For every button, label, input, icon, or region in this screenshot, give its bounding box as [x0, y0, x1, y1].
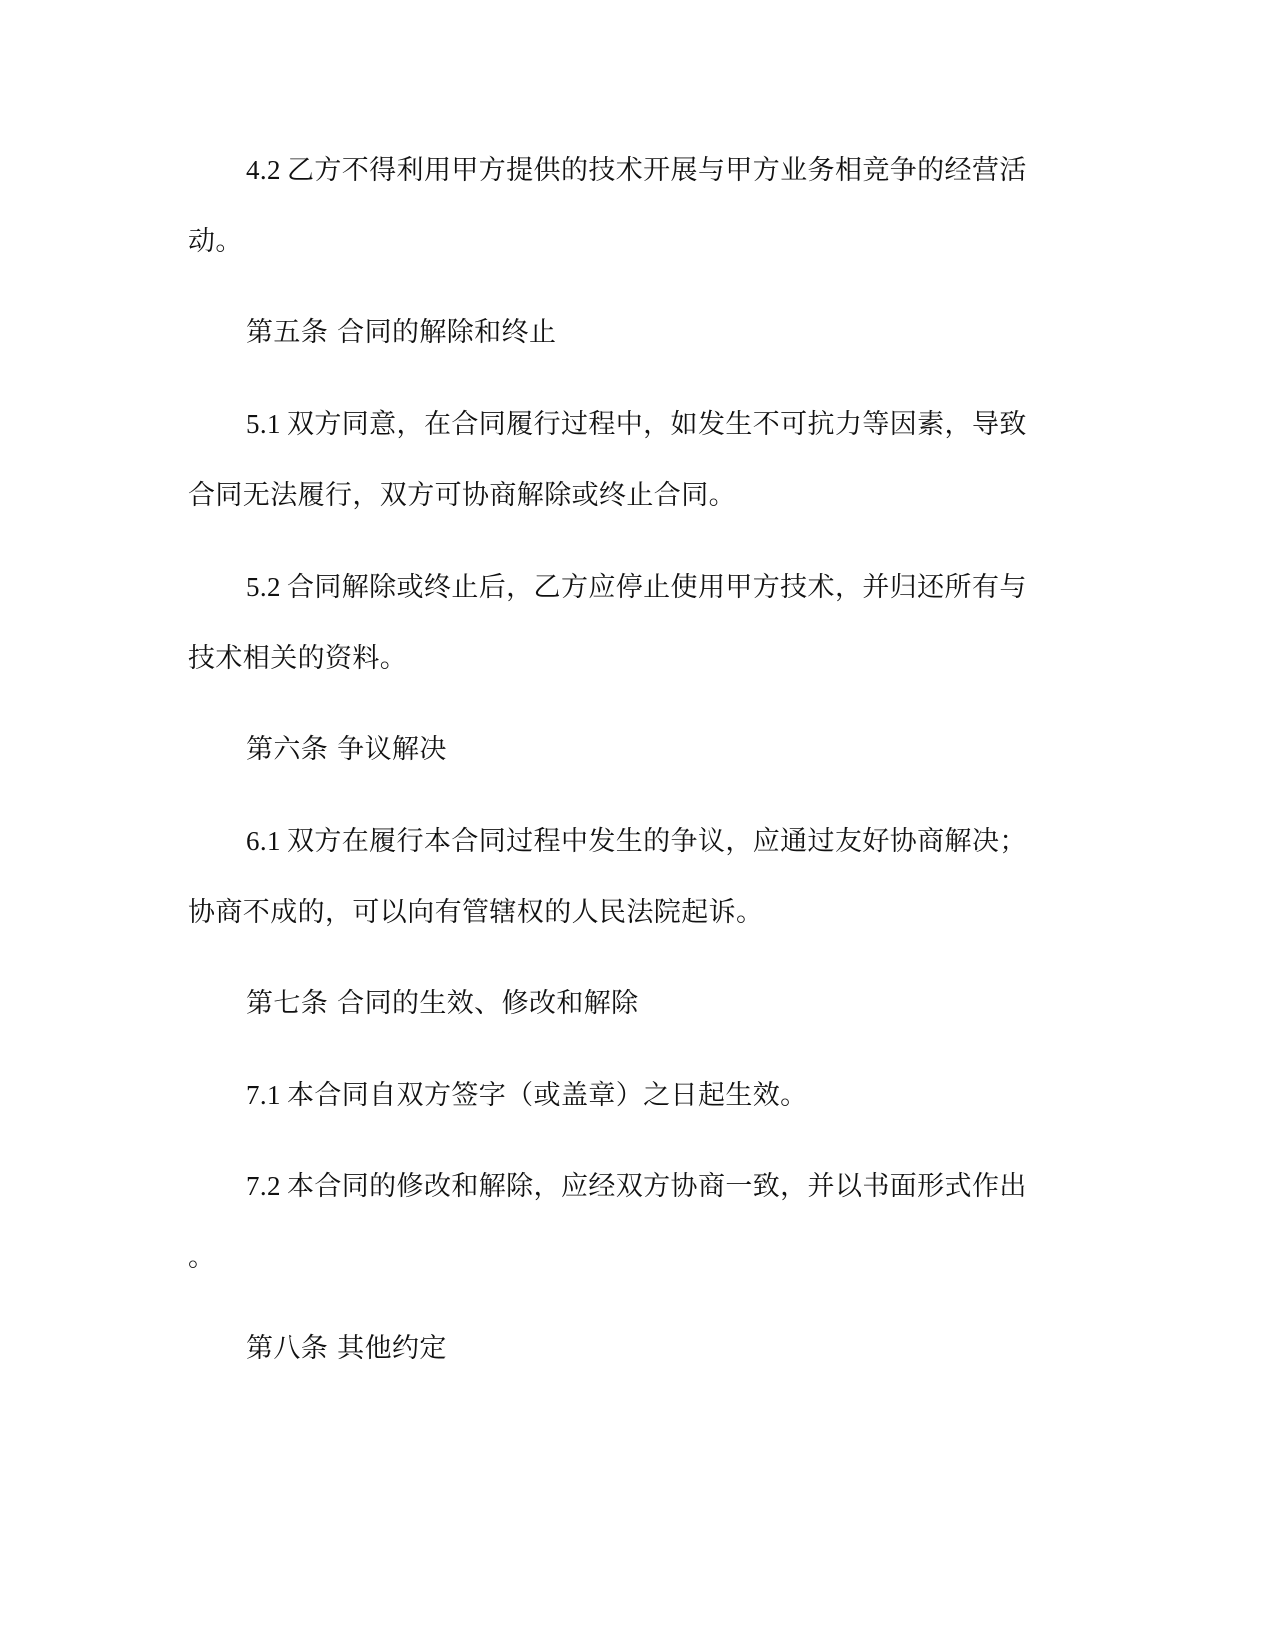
- clause-text: 双方同意，在合同履行过程中，如发生不可抗力等因素，导致: [286, 409, 1027, 440]
- article-8-heading: [246, 1329, 1146, 1369]
- clause-text: 本合同自双方签字（或盖章）之日起生效。: [286, 1080, 808, 1111]
- clause-text: 合同无法履行，双方可协商解除或终止合同。: [188, 480, 736, 511]
- clause-number: 6.1: [246, 826, 281, 856]
- clause-number: 5.1: [246, 409, 281, 439]
- clause-number: 4.2: [246, 155, 281, 185]
- clause-7-2-line-1: [246, 1166, 1146, 1207]
- clause-4-2-line-1: [246, 150, 1146, 191]
- clause-text: 动。: [188, 226, 243, 257]
- article-6-heading: [246, 730, 1146, 770]
- article-heading-text: 第七条 合同的生效、修改和解除: [246, 988, 639, 1019]
- clause-5-1-line-2: [188, 476, 1088, 516]
- clause-number: 5.2: [246, 572, 281, 602]
- clause-text: 双方在履行本合同过程中发生的争议，应通过友好协商解决；: [286, 826, 1027, 857]
- clause-text: 乙方不得利用甲方提供的技术开展与甲方业务相竞争的经营活: [286, 155, 1027, 186]
- clause-7-2-line-2: [188, 1238, 1088, 1278]
- clause-text: 本合同的修改和解除，应经双方协商一致，并以书面形式作出: [286, 1171, 1027, 1202]
- clause-text: 合同解除或终止后，乙方应停止使用甲方技术，并归还所有与: [286, 572, 1027, 603]
- clause-7-1-line-1: [246, 1075, 1146, 1116]
- clause-6-1-line-1: [246, 821, 1146, 862]
- article-heading-text: 第六条 争议解决: [246, 734, 447, 765]
- clause-5-2-line-2: [188, 639, 1088, 679]
- clause-text: 协商不成的，可以向有管辖权的人民法院起诉。: [188, 897, 764, 928]
- clause-6-1-line-2: [188, 893, 1088, 933]
- article-7-heading: [246, 984, 1146, 1024]
- clause-5-1-line-1: [246, 404, 1146, 445]
- clause-text: 技术相关的资料。: [188, 643, 408, 674]
- clause-text: 。: [188, 1242, 216, 1273]
- article-5-heading: [246, 313, 1146, 353]
- article-heading-text: 第五条 合同的解除和终止: [246, 317, 557, 348]
- clause-number: 7.1: [246, 1080, 281, 1110]
- article-heading-text: 第八条 其他约定: [246, 1333, 447, 1364]
- clause-5-2-line-1: [246, 567, 1146, 608]
- clause-number: 7.2: [246, 1171, 281, 1201]
- clause-4-2-line-2: [188, 222, 1088, 262]
